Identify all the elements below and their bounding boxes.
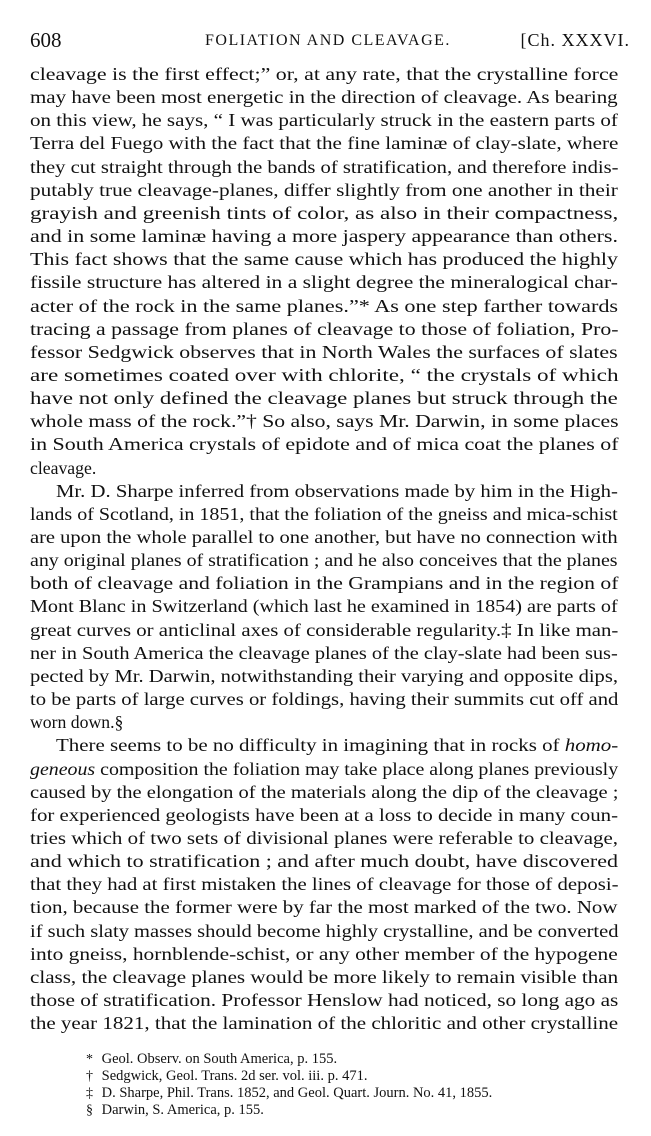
footnote-mark: †	[86, 1069, 93, 1084]
text-line: great curves or anticlinal axes of considerable regularity.‡ In like man-	[30, 619, 619, 640]
text-line: cleavage.	[30, 457, 97, 478]
footnote-mark: *	[86, 1052, 93, 1067]
text-line: class, the cleavage planes would be more likely to remain visible than	[30, 966, 619, 987]
text-line: that they had at first mistaken the lines of cleavage for those of deposi-	[30, 874, 619, 895]
running-title: FOLIATION AND CLEAVAGE.	[205, 32, 451, 49]
text-line: grayish and greenish tints of color, as also in their compactness,	[30, 202, 619, 223]
text-line: are sometimes coated over with chlorite, “ the crystals of which	[30, 364, 619, 385]
text-line: have not only defined the cleavage planes but struck through the	[30, 388, 618, 409]
text-line: Terra del Fuego with the fact that the fine laminæ of clay-slate, where	[30, 133, 619, 154]
text-line: in South America crystals of epidote and of mica coat the planes of	[30, 434, 619, 455]
footnote-mark: ‡	[86, 1086, 93, 1101]
text-line: to be parts of large curves or foldings, having their summits cut off and	[30, 689, 619, 710]
text-line: There seems to be no difficulty in imagining that in rocks of homo-	[56, 735, 619, 756]
text-line: on this view, he says, “ I was particularly struck in the eastern parts of	[30, 110, 618, 131]
text-line: both of cleavage and foliation in the Grampians and in the region of	[30, 573, 619, 594]
text-line: This fact shows that the same cause which has produced the highly	[30, 249, 618, 270]
text-line: putably true cleavage-planes, differ slightly from one another in their	[30, 179, 618, 200]
text-line: acter of the rock in the same planes.”* As one step farther towards	[30, 295, 619, 316]
text-line: tracing a passage from planes of cleavage to those of foliation, Pro-	[30, 318, 619, 339]
text-line: may have been most energetic in the direction of cleavage. As bearing	[30, 87, 618, 108]
text-line: if such slaty masses should become highly crystalline, and be converted	[30, 920, 619, 941]
footnote-text: D. Sharpe, Phil. Trans. 1852, and Geol. Quart. Journ. No. 41, 1855.	[98, 1085, 493, 1101]
text-line: cleavage is the first effect;” or, at any rate, that the crystalline force	[30, 64, 619, 84]
footnote-text: Darwin, S. America, p. 155.	[98, 1102, 264, 1118]
text-line: Mr. D. Sharpe inferred from observations made by him in the High-	[56, 480, 618, 501]
text-line: are upon the whole parallel to one another, but have no connection with	[30, 527, 618, 547]
footnote-mark: §	[86, 1103, 93, 1118]
text-line: pected by Mr. Darwin, notwithstanding their varying and opposite dips,	[30, 665, 618, 686]
text-line: lands of Scotland, in 1851, that the foliation of the gneiss and mica-schist	[30, 503, 618, 524]
text-line: whole mass of the rock.”† So also, says Mr. Darwin, in some places	[30, 411, 619, 432]
text-line: any original planes of stratification ; and he also conceives that the planes	[30, 550, 618, 571]
text-line: fessor Sedgwick observes that in North Wales the surfaces of slates	[30, 341, 618, 362]
text-line: into gneiss, hornblende-schist, or any other member of the hypogene	[30, 943, 618, 964]
text-line: caused by the elongation of the materials along the dip of the cleavage ;	[30, 781, 619, 802]
text-line: tion, because the former were by far the most marked of the two. Now	[30, 897, 618, 918]
footnote-text: Geol. Observ. on South America, p. 155.	[98, 1051, 338, 1067]
text-line: ner in South America the cleavage planes of the clay-slate had been sus-	[30, 642, 618, 663]
footnote-text: Sedgwick, Geol. Trans. 2d ser. vol. iii. p. 471.	[98, 1068, 368, 1084]
text-line: fissile structure has altered in a slight degree the mineralogical char-	[30, 272, 618, 293]
chapter-marker: [Ch. XXXVI.	[520, 30, 630, 50]
text-line: for experienced geologists have been at a loss to decide in many coun-	[30, 804, 619, 825]
text-line: geneous composition the foliation may take place along planes previously	[30, 758, 619, 779]
text-line: the year 1821, that the lamination of the chloritic and other crystalline	[30, 1013, 619, 1034]
page-number: 608	[30, 28, 62, 52]
page-header	[30, 24, 630, 54]
text-line: tries which of two sets of divisional planes were referable to cleavage,	[30, 827, 619, 848]
footnote	[86, 1101, 264, 1120]
text-line: Mont Blanc in Switzerland (which last he examined in 1854) are parts of	[30, 596, 618, 617]
text-line: and in some laminæ having a more jaspery appearance than others.	[30, 226, 618, 247]
text-line: those of stratification. Professor Henslow had noticed, so long ago as	[30, 990, 619, 1010]
text-line: worn down.§	[30, 712, 124, 733]
text-line: and which to stratification ; and after much doubt, have discovered	[30, 851, 618, 872]
text-line: they cut straight through the bands of stratification, and therefore indis-	[30, 156, 619, 177]
